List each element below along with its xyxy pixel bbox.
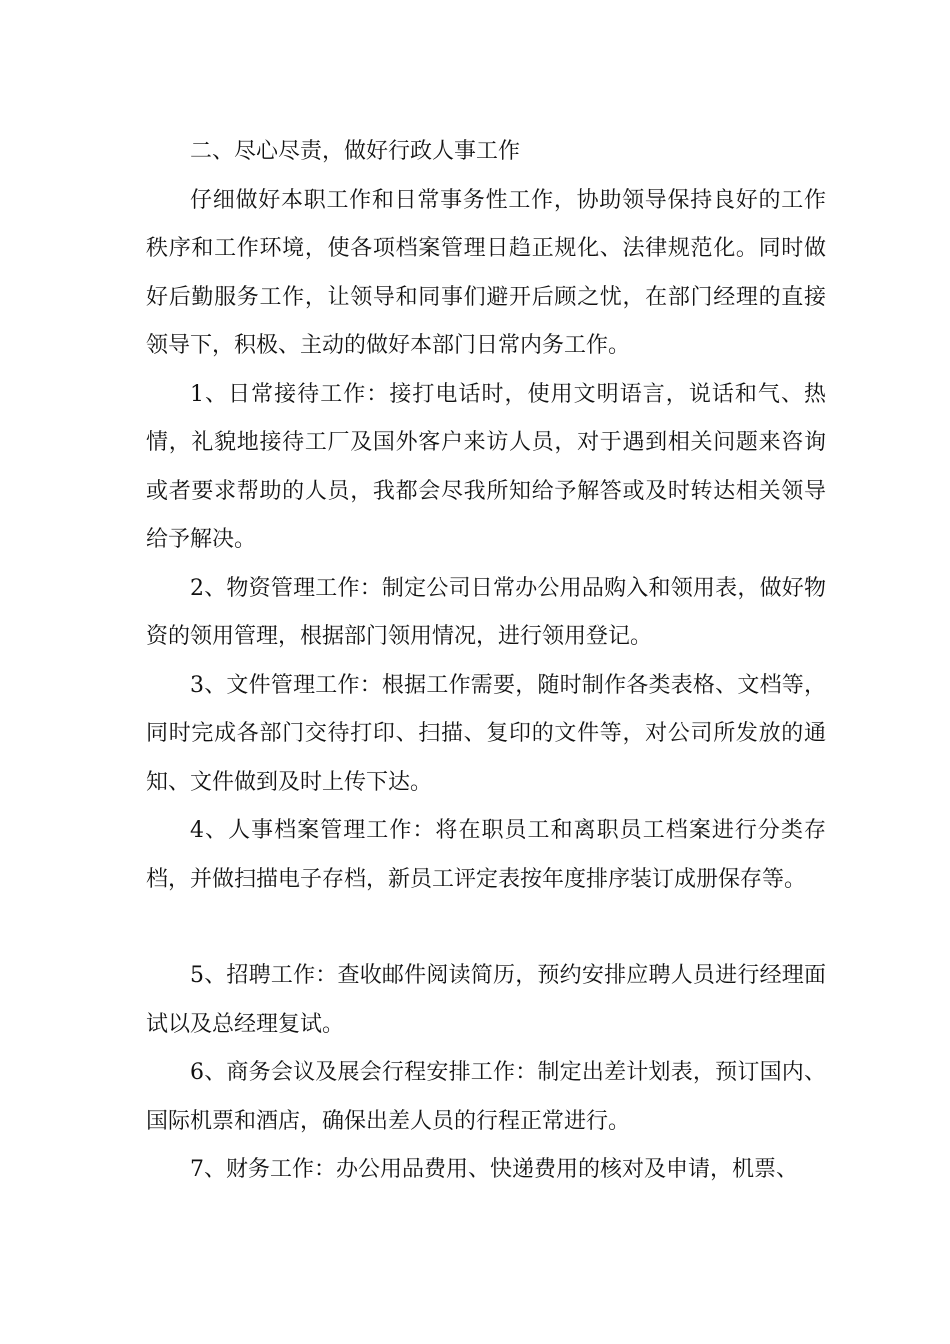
paragraph-item-1: 1、日常接待工作：接打电话时，使用文明语言，说话和气、热情，礼貌地接待工厂及国外客户来访人员，对于遇到相关问题来咨询或者要求帮助的人员，我都会尽我所知给予解答或及时转达相关领导给予解决。	[146, 381, 826, 552]
paragraph-item-2: 2、物资管理工作：制定公司日常办公用品购入和领用表，做好物资的领用管理，根据部门领用情况，进行领用登记。	[146, 575, 826, 649]
section-heading: 二、尽心尽责，做好行政人事工作	[190, 139, 521, 164]
paragraph-item-5: 5、招聘工作：查收邮件阅读简历，预约安排应聘人员进行经理面试以及总经理复试。	[146, 963, 826, 1037]
paragraph-item-3: 3、文件管理工作：根据工作需要，随时制作各类表格、文档等，同时完成各部门交待打印、扫描、复印的文件等，对公司所发放的通知、文件做到及时上传下达。	[146, 672, 826, 795]
paragraph-intro: 仔细做好本职工作和日常事务性工作，协助领导保持良好的工作秩序和工作环境，使各项档案管理日趋正规化、法律规范化。同时做好后勤服务工作，让领导和同事们避开后顾之忧，在部门经理的直接领导下，积极、主动的做好本部门日常内务工作。	[146, 187, 826, 358]
paragraph-item-6: 6、商务会议及展会行程安排工作：制定出差计划表，预订国内、国际机票和酒店，确保出差人员的行程正常进行。	[146, 1060, 826, 1134]
paragraph-item-4: 4、人事档案管理工作：将在职员工和离职员工档案进行分类存档，并做扫描电子存档，新员工评定表按年度排序装订成册保存等。	[146, 818, 826, 892]
paragraph-item-7: 7、财务工作：办公用品费用、快递费用的核对及申请，机票、	[190, 1157, 798, 1182]
document-body	[146, 128, 826, 1195]
